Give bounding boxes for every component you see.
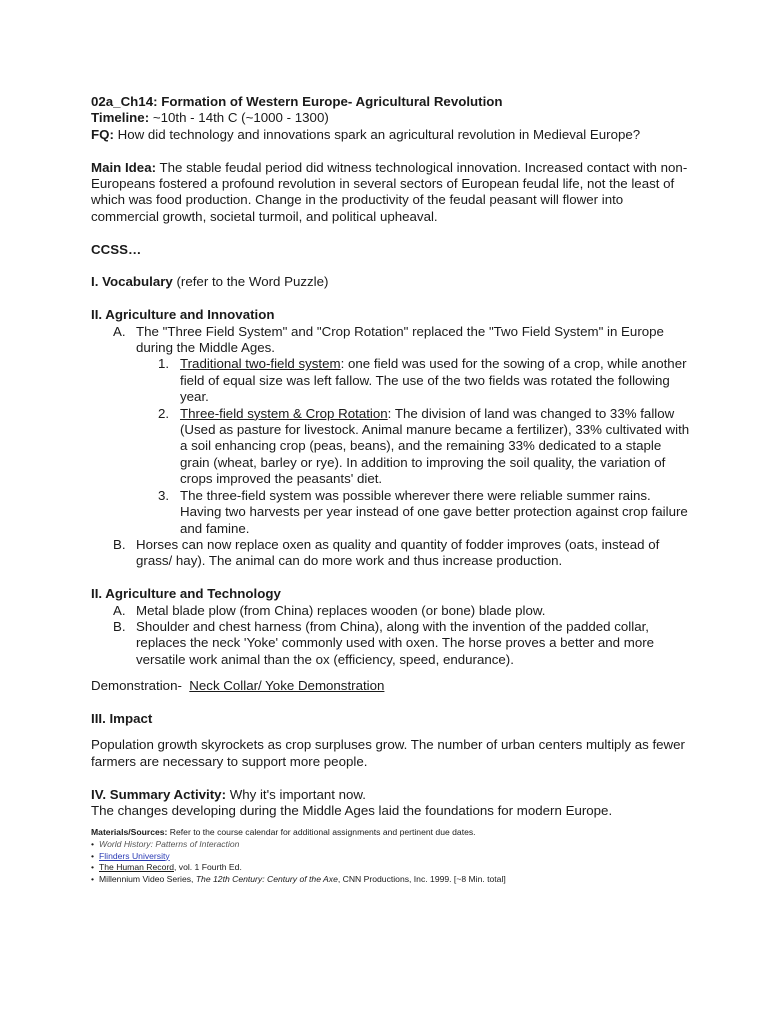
timeline-value: ~10th - 14th C (~1000 - 1300) bbox=[149, 110, 329, 126]
summary-prompt: Why it's important now. bbox=[226, 786, 366, 802]
term-two-field: Traditional two-field system bbox=[180, 356, 341, 372]
innovation-item-b: B. Horses can now replace oxen as quality and quantity of fodder improves (oats, instead of grass/ hay). The animal can do more work and thus increase production. bbox=[113, 536, 660, 569]
main-idea-text: The stable feudal period did witness technological innovation. Increased contact with non-Europeans fostered a profound revolution in several sectors of European feudal life, not the least of which was food production. Change in the productivity of the feudal peasant will flower into commercial growth, societal turmoil, and political upheaval. bbox=[91, 159, 688, 224]
bullet-icon: • bbox=[91, 873, 95, 884]
main-idea bbox=[91, 160, 691, 226]
bullet-icon: • bbox=[91, 862, 95, 873]
main-idea-label: Main Idea: bbox=[91, 159, 157, 175]
document-title: 02a_Ch14: Formation of Western Europe- Agricultural Revolution bbox=[91, 94, 503, 109]
technology-item-b: B. Shoulder and chest harness (from China), along with the invention of the padded collar, replaces the neck 'Yoke' commonly used with oxen. The horse proves a better and more versatile work animal than the ox (efficiency, speed, endurance). bbox=[113, 618, 655, 667]
vocabulary-text: (refer to the Word Puzzle) bbox=[172, 274, 329, 290]
timeline-line bbox=[91, 110, 691, 126]
innovation-item-a: A. The "Three Field System" and "Crop Rotation" replaced the "Two Field System" in Europe during the Middle Ages. bbox=[113, 323, 664, 356]
demonstration-label: Demonstration- bbox=[91, 678, 190, 694]
technology-heading: II. Agriculture and Technology bbox=[91, 586, 281, 602]
ccss-heading: CCSS… bbox=[91, 241, 142, 257]
fq-text: How did technology and innovations spark an agricultural revolution in Medieval Europe? bbox=[113, 126, 641, 142]
human-record-link[interactable]: The Human Record bbox=[99, 862, 174, 873]
term-three-field: Three-field system & Crop Rotation bbox=[180, 405, 388, 421]
source-item: • World History: Patterns of Interaction bbox=[91, 838, 240, 849]
vocabulary-section bbox=[91, 274, 691, 290]
innovation-subitem-3: 3. The three-field system was possible wherever there were reliable summer rains. Having two harvests per year instead of one gave better protection against crop failure and famine. bbox=[158, 487, 688, 536]
innovation-subitem-1: 1. Traditional two-field system: one field was used for the sowing of a crop, while another field of equal size was left fallow. The use of the two fields was rotated the following year. bbox=[158, 356, 687, 405]
summary-text: The changes developing during the Middle Ages laid the foundations for modern Europe. bbox=[91, 802, 613, 818]
demonstration-line bbox=[91, 678, 691, 694]
impact-heading: III. Impact bbox=[91, 710, 153, 726]
fq-label: FQ: bbox=[91, 126, 114, 142]
summary-label: IV. Summary Activity: bbox=[91, 786, 226, 802]
source-item bbox=[91, 851, 691, 863]
flinders-link[interactable]: Flinders University bbox=[99, 850, 170, 861]
vocabulary-label: I. Vocabulary bbox=[91, 274, 173, 290]
demonstration-link[interactable]: Neck Collar/ Yoke Demonstration bbox=[189, 678, 385, 694]
sources-block bbox=[91, 827, 691, 885]
source-item: • Millennium Video Series, The 12th Century: Century of the Axe, CNN Productions, Inc. 1999. [~8 Min. total] bbox=[91, 873, 506, 884]
summary-activity bbox=[91, 787, 691, 803]
sources-label: Materials/Sources: bbox=[91, 827, 168, 838]
sources-intro: Materials/Sources: Refer to the course calendar for additional assignments and pertinent due dates. bbox=[91, 827, 476, 838]
bullet-icon: • bbox=[91, 838, 95, 849]
impact-text: Population growth skyrockets as crop surpluses grow. The number of urban centers multiply as fewer farmers are necessary to support more people. bbox=[91, 737, 685, 769]
focus-question bbox=[91, 127, 691, 143]
bullet-icon: • bbox=[91, 850, 95, 861]
timeline-label: Timeline: bbox=[91, 110, 150, 126]
innovation-heading: II. Agriculture and Innovation bbox=[91, 307, 275, 323]
technology-item-a: A. Metal blade plow (from China) replaces wooden (or bone) blade plow. bbox=[113, 602, 546, 618]
source-item: • The Human Record, vol. 1 Fourth Ed. bbox=[91, 862, 242, 873]
innovation-subitem-2: 2. Three-field system & Crop Rotation: The division of land was changed to 33% fallow (Used as pasture for livestock. Animal manure became a fertilizer), 33% cultivated with a soil enhancing crop (peas, beans), and the remaining 33% dedicated to a staple grain (wheat, barley or rye). In addition to improving the soil quality, the variation of crops improved the peasants' diet. bbox=[158, 405, 690, 487]
document-body bbox=[91, 94, 691, 885]
